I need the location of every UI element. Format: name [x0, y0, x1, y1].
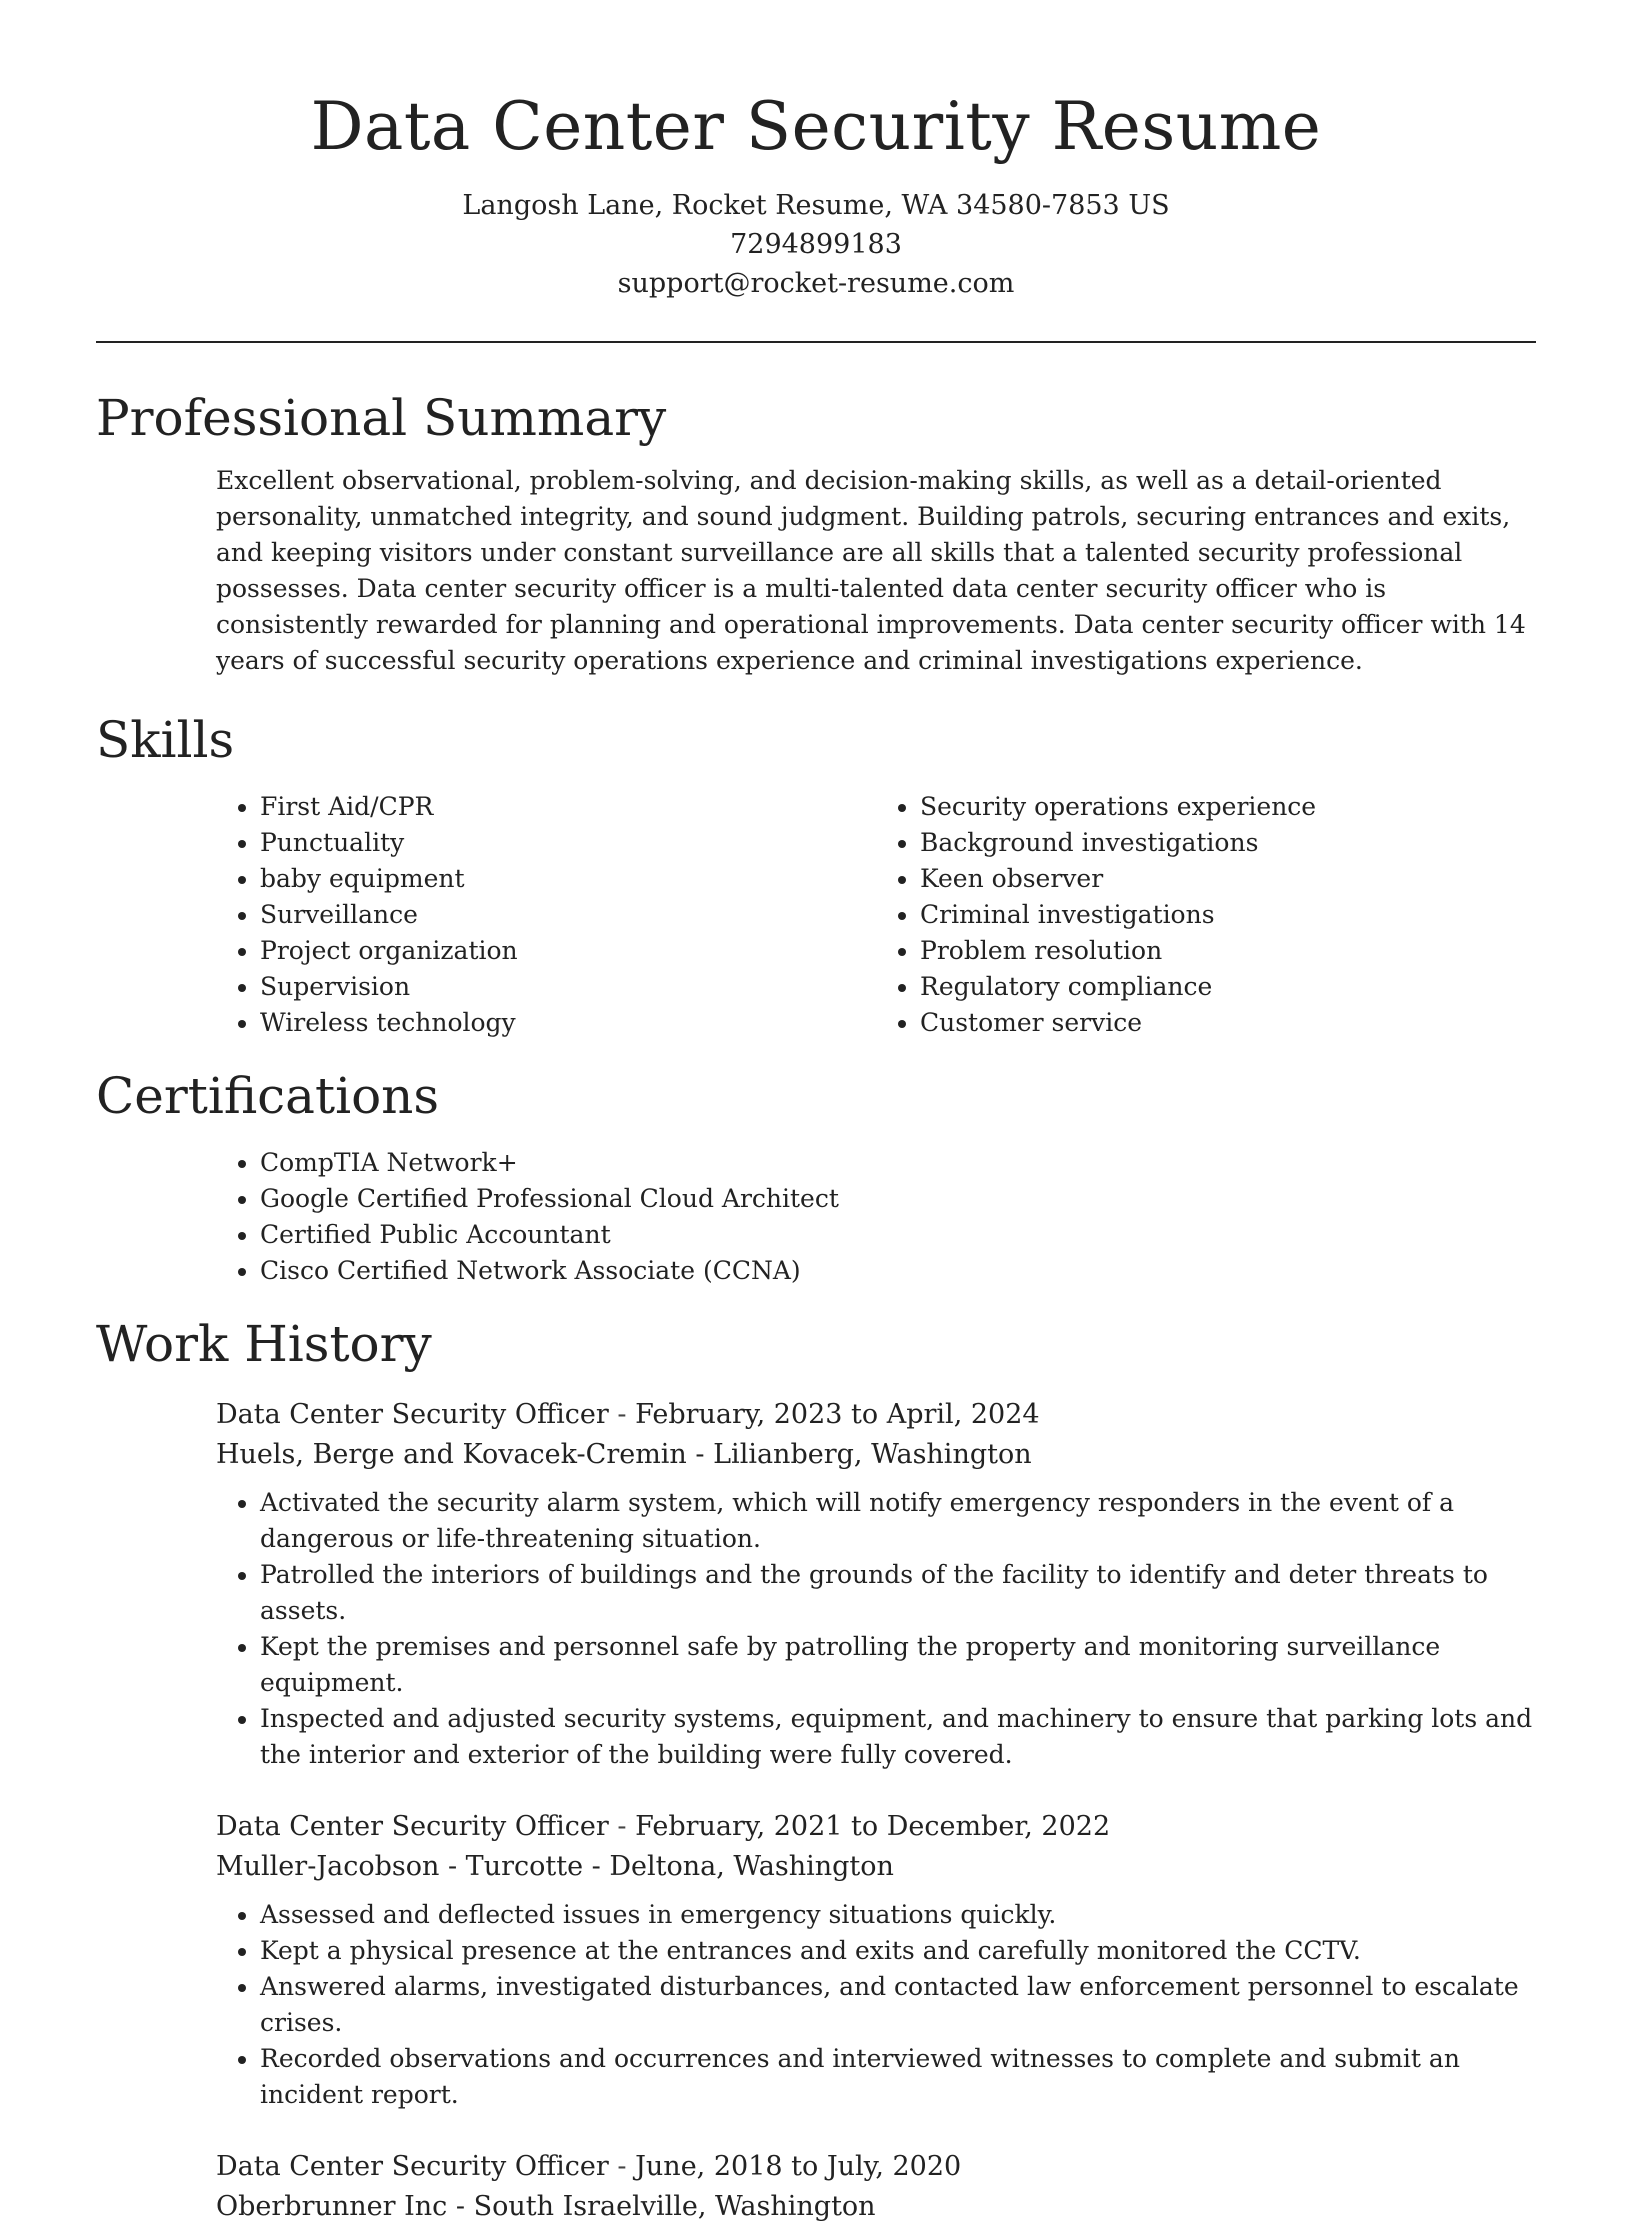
email: support@rocket-resume.com — [617, 268, 1015, 299]
skill-item: • Security operations experience — [920, 789, 1536, 825]
summary-heading: Professional Summary — [96, 389, 667, 447]
resume-page — [96, 0, 1536, 2227]
job-dates: June, 2018 to July, 2020 — [635, 2151, 962, 2182]
resume-header — [96, 0, 1536, 343]
skills-heading: Skills — [96, 711, 235, 769]
job-entry — [216, 2147, 1536, 2227]
job-bullet: • Kept the premises and personnel safe by patrolling the property and monitoring surveillance equipment. — [260, 1629, 1536, 1701]
job-role: Data Center Security Officer — [216, 2151, 609, 2182]
certifications-section — [96, 1063, 1536, 1289]
job-title-line — [216, 2147, 1536, 2187]
skill-item: • Surveillance — [260, 897, 876, 933]
job-company-line — [216, 1435, 1536, 1475]
contact-block — [96, 186, 1536, 303]
job-entry — [216, 1395, 1536, 1773]
skill-item: • Wireless technology — [260, 1005, 876, 1041]
separator: - — [608, 2151, 636, 2182]
job-company: Oberbrunner Inc — [216, 2191, 448, 2222]
job-company-line — [216, 2187, 1536, 2227]
skill-item: • First Aid/CPR — [260, 789, 876, 825]
skill-item: • Background investigations — [920, 825, 1536, 861]
job-location: Lilianberg, Washington — [713, 1439, 1032, 1470]
job-bullets — [216, 1897, 1536, 2113]
job-role: Data Center Security Officer — [216, 1399, 609, 1430]
job-bullet: • Activated the security alarm system, which will notify emergency responders in the event of a dangerous or life-threatening situation. — [260, 1485, 1536, 1557]
skill-item: • Customer service — [920, 1005, 1536, 1041]
separator: - — [447, 2191, 474, 2222]
job-title-line — [216, 1807, 1536, 1847]
job-entry — [216, 1807, 1536, 2113]
job-company: Huels, Berge and Kovacek-Cremin — [216, 1439, 687, 1470]
separator: - — [608, 1811, 636, 1842]
job-location: South Israelville, Washington — [473, 2191, 876, 2222]
skill-item: • Problem resolution — [920, 933, 1536, 969]
skill-item: • Criminal investigations — [920, 897, 1536, 933]
address: Langosh Lane, Rocket Resume, WA 34580-7853 US — [462, 190, 1170, 221]
skill-item: • Punctuality — [260, 825, 876, 861]
certification-item: • Cisco Certified Network Associate (CCNA) — [260, 1253, 1536, 1289]
header-divider — [96, 341, 1536, 343]
job-company: Muller-Jacobson - Turcotte — [216, 1851, 584, 1882]
job-bullet: • Kept a physical presence at the entrances and exits and carefully monitored the CCTV. — [260, 1933, 1536, 1969]
summary-text: Excellent observational, problem-solving, and decision-making skills, as well as a detail-oriented personality, unmatched integrity, and sound judgment. Building patrols, securing entrances and exits, and keeping visitors under constant surveillance are all skills that a talented security professional possesses. Data center security officer is a multi-talented data center security officer who is consistently rewarded for planning and operational improvements. Data center security officer with 14 years of successful security operations experience and criminal investigations experience. — [216, 466, 1526, 675]
skill-item: • Keen observer — [920, 861, 1536, 897]
separator: - — [608, 1399, 636, 1430]
job-dates: February, 2021 to December, 2022 — [635, 1811, 1111, 1842]
job-role: Data Center Security Officer — [216, 1811, 609, 1842]
job-bullet: • Assessed and deflected issues in emergency situations quickly. — [260, 1897, 1536, 1933]
job-location: Deltona, Washington — [609, 1851, 894, 1882]
certifications-list — [216, 1145, 1536, 1289]
certification-item: • CompTIA Network+ — [260, 1145, 1536, 1181]
job-bullet: • Inspected and adjusted security systems, equipment, and machinery to ensure that parking lots and the interior and exterior of the building were fully covered. — [260, 1701, 1536, 1773]
resume-title: Data Center Security Resume — [310, 88, 1322, 165]
skills-section — [96, 707, 1536, 1041]
job-bullet: • Patrolled the interiors of buildings and the grounds of the facility to identify and deter threats to assets. — [260, 1557, 1536, 1629]
job-bullets — [216, 1485, 1536, 1773]
job-company-line — [216, 1847, 1536, 1887]
separator: - — [583, 1851, 610, 1882]
skill-item: • Supervision — [260, 969, 876, 1005]
skills-list-right — [876, 789, 1536, 1041]
job-dates: February, 2023 to April, 2024 — [635, 1399, 1040, 1430]
job-title-line — [216, 1395, 1536, 1435]
work-history-section — [96, 1311, 1536, 2227]
skills-list-left — [216, 789, 876, 1041]
work-history-heading: Work History — [96, 1315, 432, 1373]
certification-item: • Certified Public Accountant — [260, 1217, 1536, 1253]
separator: - — [686, 1439, 714, 1470]
summary-section — [96, 385, 1536, 679]
certifications-heading: Certifications — [96, 1067, 440, 1125]
job-bullet: • Recorded observations and occurrences and interviewed witnesses to complete and submit an incident report. — [260, 2041, 1536, 2113]
certification-item: • Google Certified Professional Cloud Architect — [260, 1181, 1536, 1217]
skill-item: • Project organization — [260, 933, 876, 969]
job-bullet: • Answered alarms, investigated disturbances, and contacted law enforcement personnel to escalate crises. — [260, 1969, 1536, 2041]
skill-item: • Regulatory compliance — [920, 969, 1536, 1005]
skills-grid — [216, 789, 1536, 1041]
skill-item: • baby equipment — [260, 861, 876, 897]
phone: 7294899183 — [730, 229, 902, 260]
